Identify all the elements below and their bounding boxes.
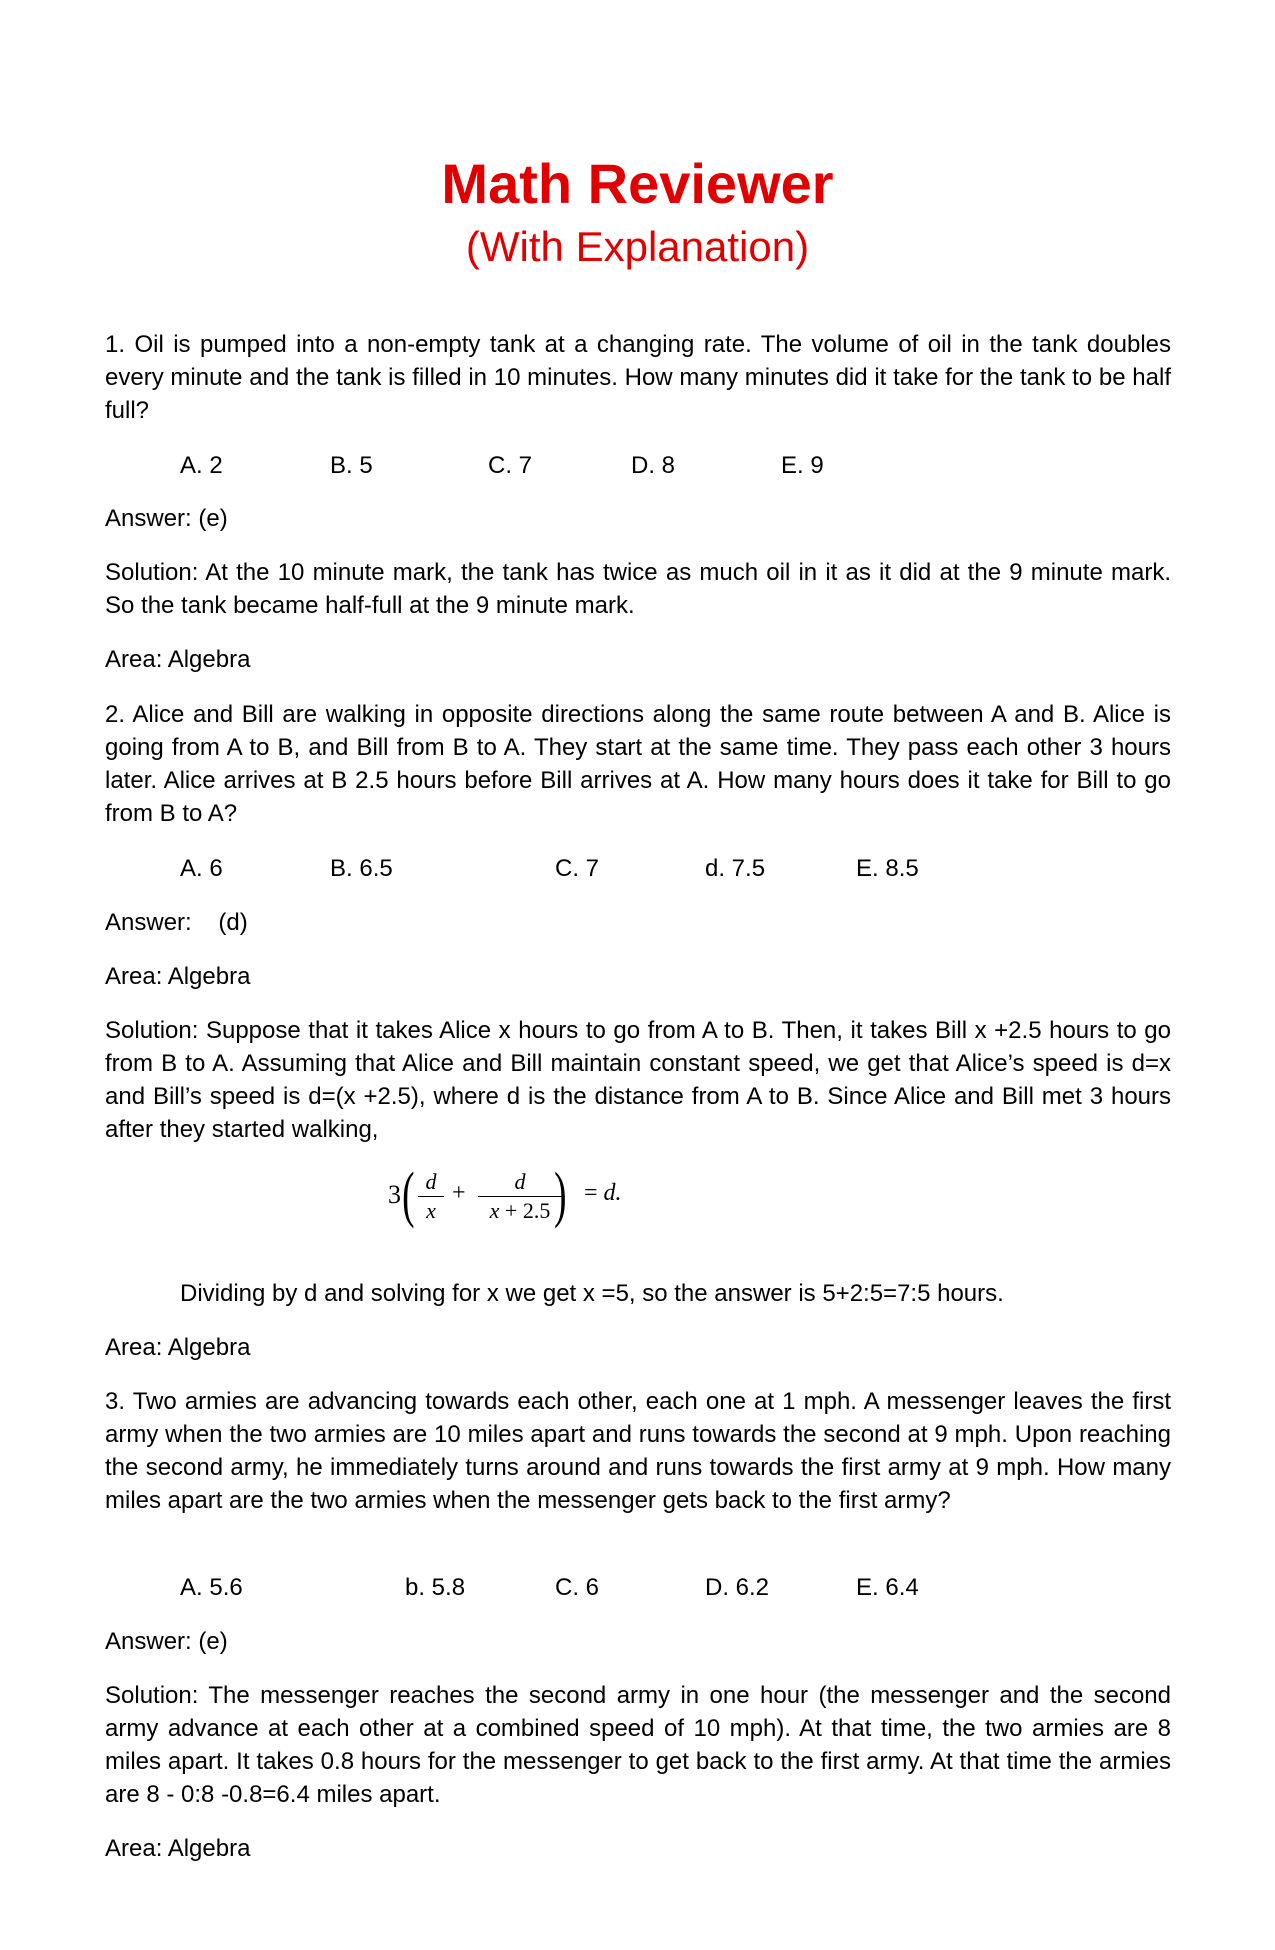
- q1-area: Area: Algebra: [105, 646, 251, 673]
- q2-answer: Answer: (d): [105, 909, 248, 936]
- equation-equals: =: [584, 1180, 598, 1206]
- equation-coefficient: 3: [388, 1180, 401, 1209]
- q1-solution: Solution: At the 10 minute mark, the tank has twice as much oil in it as it did at the 9 minute mark. So the tank became half-full at the 9 minute mark.: [105, 559, 1171, 619]
- equation-rhs: [584, 1180, 622, 1207]
- q1-answer: Answer: (e): [105, 505, 228, 532]
- q2-option-c: C. 7: [555, 855, 600, 882]
- q1-option-b: B. 5: [330, 452, 373, 479]
- q3-option-a: A. 5.6: [180, 1574, 243, 1601]
- question-3-text: 3. Two armies are advancing towards each other, each one at 1 mph. A messenger leaves the first army when the two armies are 10 miles apart and runs towards the second at 9 mph. Upon reaching the second army, he immediately turns around and runs towards the first army at 9 mph. How many miles apart are the two armies when the messenger gets back to the first army?: [105, 1388, 1171, 1514]
- q2-option-b: B. 6.5: [330, 855, 393, 882]
- question-1-text: 1. Oil is pumped into a non-empty tank at a changing rate. The volume of oil in the tank doubles every minute and the tank is filled in 10 minutes. How many minutes did it take for the tank to be half full?: [105, 331, 1171, 424]
- q3-answer: Answer: (e): [105, 1628, 228, 1655]
- q2-option-a: A. 6: [180, 855, 223, 882]
- equation-left-paren: (: [402, 1161, 415, 1229]
- q1-option-c: C. 7: [488, 452, 533, 479]
- q3-option-c: C. 6: [555, 1574, 600, 1601]
- q1-option-a: A. 2: [180, 452, 223, 479]
- fraction-2-denominator-var: x: [489, 1198, 500, 1223]
- q2-dividing-text: Dividing by d and solving for x we get x =5, so the answer is 5+2:5=7:5 hours.: [180, 1280, 1004, 1307]
- fraction-d-over-x-plus: [478, 1168, 562, 1225]
- question-2-text: 2. Alice and Bill are walking in opposite directions along the same route between A and B. Alice is going from A to B, and Bill from B to A. They start at the same time. They pass each other 3 hours later. Alice arrives at B 2.5 hours before Bill arrives at A. How many hours does it take for Bill to go from B to A?: [105, 701, 1171, 827]
- q3-option-e: E. 6.4: [856, 1574, 919, 1601]
- q3-option-d: D. 6.2: [705, 1574, 770, 1601]
- fraction-1-numerator: d: [425, 1169, 437, 1194]
- q2-area-2: Area: Algebra: [105, 1334, 251, 1361]
- fraction-1-denominator-var: x: [426, 1198, 436, 1223]
- q3-area: Area: Algebra: [105, 1835, 251, 1862]
- fraction-1-denominator: [418, 1197, 444, 1225]
- equation-plus: +: [452, 1180, 466, 1206]
- q2-option-e: E. 8.5: [856, 855, 919, 882]
- fraction-2-numerator: d: [514, 1169, 526, 1194]
- fraction-2-denominator: [478, 1197, 562, 1225]
- q1-option-d: D. 8: [631, 452, 676, 479]
- equation-rhs-var: d.: [603, 1180, 622, 1206]
- page-title: Math Reviewer: [441, 152, 834, 215]
- fraction-2-denominator-rest: + 2.5: [499, 1198, 551, 1223]
- equation: [388, 1162, 648, 1232]
- q2-solution: Solution: Suppose that it takes Alice x hours to go from A to B. Then, it takes Bill x +2.5 hours to go from B to A. Assuming that Alice and Bill maintain constant speed, we get that Alice’s speed is d=x and Bill’s speed is d=(x +2.5), where d is the distance from A to B. Since Alice and Bill met 3 hours after they started walking,: [105, 1017, 1171, 1143]
- fraction-d-over-x: [418, 1168, 444, 1225]
- page-subtitle: (With Explanation): [465, 223, 810, 270]
- q1-option-e: E. 9: [781, 452, 824, 479]
- q2-area-1: Area: Algebra: [105, 963, 251, 990]
- q2-option-d: d. 7.5: [705, 855, 766, 882]
- equation-right-paren: ): [554, 1161, 567, 1229]
- q3-option-b: b. 5.8: [405, 1574, 466, 1601]
- q3-solution: Solution: The messenger reaches the second army in one hour (the messenger and the second army advance at each other at a combined speed of 10 mph). At that time, the two armies are 8 miles apart. It takes 0.8 hours for the messenger to get back to the first army. At that time the armies are 8 - 0:8 -0.8=6.4 miles apart.: [105, 1682, 1171, 1808]
